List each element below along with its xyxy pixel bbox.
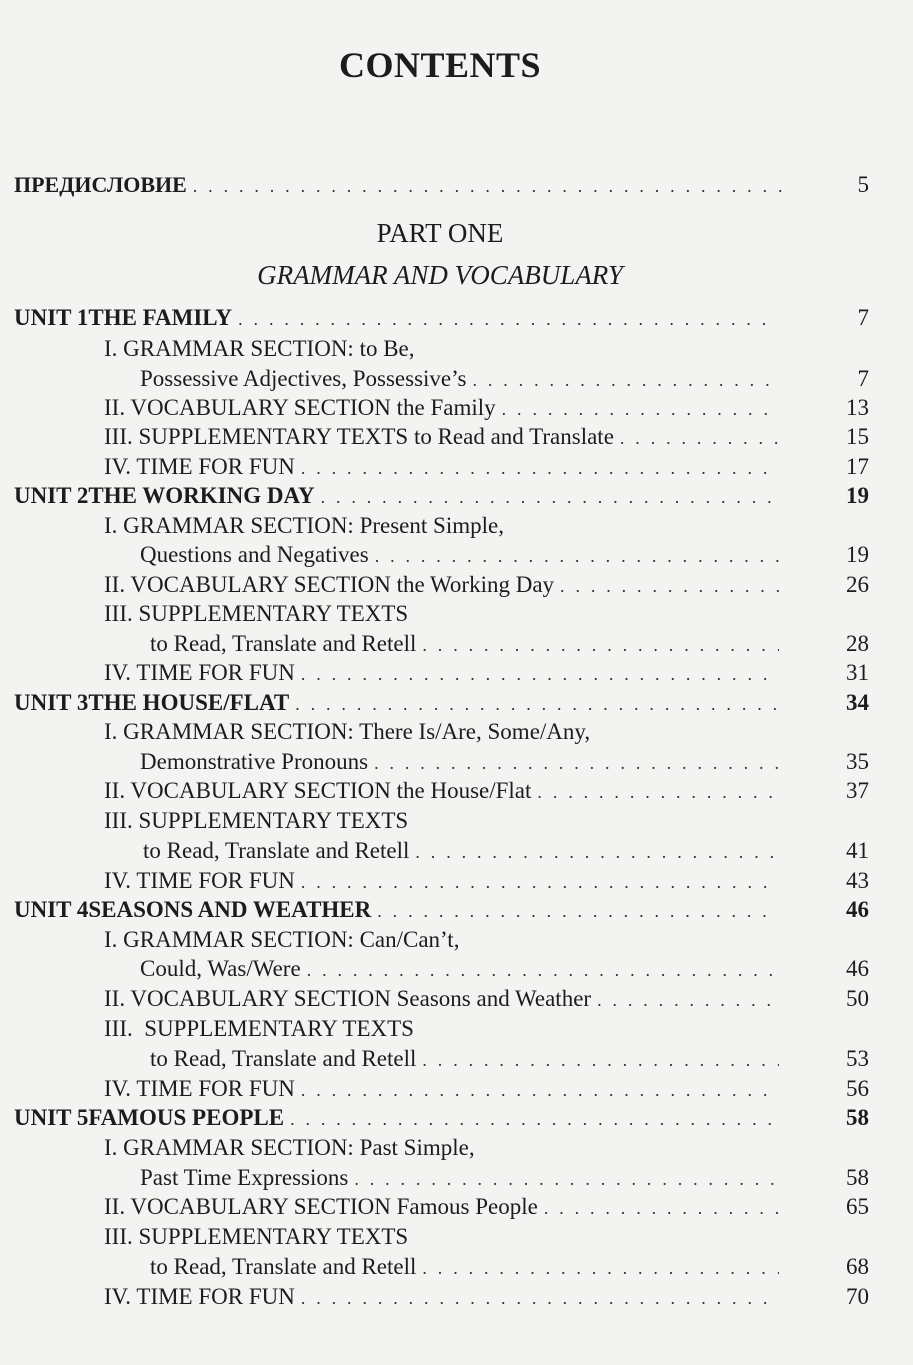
toc-entry-row[interactable] [104, 986, 785, 1016]
toc-entry-line [104, 513, 504, 543]
entry-page: 28 [846, 631, 869, 656]
entry-text: II. VOCABULARY SECTION the Family [104, 395, 496, 420]
entry-text: Questions and Negatives [140, 542, 369, 567]
entry-page: 26 [846, 572, 869, 597]
dot-leader [307, 960, 779, 981]
toc-unit-row[interactable] [14, 483, 784, 513]
entry-page: 53 [846, 1046, 869, 1071]
entry-text: IV. TIME FOR FUN [104, 660, 295, 685]
part-subtitle: GRAMMAR AND VOCABULARY [257, 260, 623, 290]
unit-number: UNIT 4 [14, 897, 89, 922]
entry-text: to Read, Translate and Retell [143, 838, 410, 863]
toc-entry-row[interactable] [104, 660, 785, 690]
dot-leader [560, 576, 779, 597]
entry-text: III. SUPPLEMENTARY TEXTS [104, 808, 409, 833]
toc-unit-row[interactable] [14, 897, 784, 927]
dot-leader [301, 664, 779, 685]
entry-page: 46 [846, 956, 869, 981]
entry-page: 13 [846, 395, 869, 420]
toc-entry-line [104, 1016, 414, 1046]
toc-entry-row[interactable] [104, 1284, 785, 1314]
unit-number: UNIT 1 [14, 305, 89, 330]
entry-text: I. GRAMMAR SECTION: Present Simple, [104, 513, 504, 538]
dot-leader [321, 487, 778, 508]
toc-entry-row[interactable] [150, 631, 785, 661]
entry-text: to Read, Translate and Retell [150, 1046, 417, 1071]
dot-leader [238, 309, 778, 330]
entry-text: II. VOCABULARY SECTION the House/Flat [104, 778, 532, 803]
toc-entry-row[interactable] [104, 1194, 785, 1224]
unit-page: 7 [857, 305, 869, 330]
entry-text: II. VOCABULARY SECTION Seasons and Weather [104, 986, 592, 1011]
unit-title: THE FAMILY [88, 305, 233, 330]
toc-entry-row[interactable] [104, 454, 785, 484]
toc-unit-row[interactable] [14, 690, 784, 720]
unit-number: UNIT 3 [14, 690, 89, 715]
dot-leader [422, 1258, 779, 1279]
dot-leader [537, 782, 779, 803]
dot-leader [422, 635, 779, 656]
toc-entry-row[interactable] [140, 542, 785, 572]
entry-text: I. GRAMMAR SECTION: Can/Can’t, [104, 927, 460, 952]
entry-text: III. SUPPLEMENTARY TEXTS [104, 1224, 409, 1249]
entry-page: 58 [846, 1165, 869, 1190]
unit-title: SEASONS AND WEATHER [88, 897, 372, 922]
entry-text: IV. TIME FOR FUN [104, 1076, 295, 1101]
dot-leader [301, 458, 779, 479]
entry-text: II. VOCABULARY SECTION the Working Day [104, 572, 555, 597]
entry-page: 19 [846, 542, 869, 567]
entry-text: IV. TIME FOR FUN [104, 868, 295, 893]
toc-unit-row[interactable] [14, 1105, 784, 1135]
unit-page: 19 [846, 483, 869, 508]
unit-title: THE HOUSE/FLAT [88, 690, 290, 715]
entry-text: IV. TIME FOR FUN [104, 1284, 295, 1309]
dot-leader [193, 176, 788, 197]
toc-entry-row[interactable] [104, 1076, 785, 1106]
dot-leader [502, 399, 779, 420]
toc-entry-row[interactable] [104, 778, 785, 808]
dot-leader [290, 1109, 778, 1130]
entry-text: II. VOCABULARY SECTION Famous People [104, 1194, 538, 1219]
dot-leader [301, 1288, 779, 1309]
unit-title: THE WORKING DAY [88, 483, 315, 508]
dot-leader [301, 872, 779, 893]
dot-leader [295, 694, 778, 715]
entry-page: 50 [846, 986, 869, 1011]
dot-leader [377, 901, 778, 922]
entry-text: III. SUPPLEMENTARY TEXTS [104, 1016, 414, 1041]
dot-leader [422, 1050, 779, 1071]
entry-text: I. GRAMMAR SECTION: Past Simple, [104, 1135, 475, 1160]
entry-page: 15 [846, 424, 869, 449]
toc-entry-row[interactable] [150, 1254, 785, 1284]
entry-page: 37 [846, 778, 869, 803]
toc-entry-line [104, 927, 459, 957]
toc-entry-line [104, 336, 415, 366]
entry-page: 7 [857, 366, 869, 391]
dot-leader [472, 370, 779, 391]
toc-entry-row[interactable] [104, 868, 785, 898]
toc-entry-row[interactable] [143, 838, 785, 868]
entry-page: 17 [846, 454, 869, 479]
toc-entry-line [104, 1224, 408, 1254]
toc-entry-row[interactable] [104, 424, 785, 454]
toc-entry-line [104, 719, 590, 749]
entry-page: 31 [846, 660, 869, 685]
entry-text: Could, Was/Were [140, 956, 301, 981]
dot-leader [354, 1169, 779, 1190]
unit-page: 34 [846, 690, 869, 715]
entry-text: I. GRAMMAR SECTION: to Be, [104, 336, 415, 361]
entry-text: to Read, Translate and Retell [150, 1254, 417, 1279]
entry-text: Possessive Adjectives, Possessive’s [140, 366, 467, 391]
toc-entry-row[interactable] [140, 749, 785, 779]
toc-preface-row[interactable] [14, 172, 794, 202]
preface-page: 5 [857, 172, 869, 197]
dot-leader [620, 428, 779, 449]
toc-entry-line [104, 1135, 475, 1165]
entry-text: I. GRAMMAR SECTION: There Is/Are, Some/Any, [104, 719, 591, 744]
preface-label: ПРЕДИСЛОВИЕ [14, 172, 187, 197]
entry-page: 70 [846, 1284, 869, 1309]
toc-entry-row[interactable] [104, 395, 785, 425]
toc-entry-line [104, 601, 408, 631]
dot-leader [374, 753, 779, 774]
toc-entry-row[interactable] [104, 572, 785, 602]
page-title: CONTENTS [338, 45, 542, 85]
toc-entry-row[interactable] [150, 1046, 785, 1076]
entry-text: III. SUPPLEMENTARY TEXTS to Read and Translate [104, 424, 614, 449]
entry-text: IV. TIME FOR FUN [104, 454, 295, 479]
entry-page: 43 [846, 868, 869, 893]
entry-text: Past Time Expressions [140, 1165, 349, 1190]
toc-entry-row[interactable] [140, 366, 785, 396]
entry-text: III. SUPPLEMENTARY TEXTS [104, 601, 409, 626]
unit-number: UNIT 2 [14, 483, 89, 508]
entry-page: 56 [846, 1076, 869, 1101]
toc-entry-row[interactable] [140, 1165, 785, 1195]
dot-leader [301, 1080, 779, 1101]
dot-leader [597, 990, 779, 1011]
entry-page: 35 [846, 749, 869, 774]
dot-leader [415, 842, 779, 863]
toc-entry-line [104, 808, 408, 838]
entry-page: 41 [846, 838, 869, 863]
unit-title: FAMOUS PEOPLE [88, 1105, 285, 1130]
entry-text: Demonstrative Pronouns [140, 749, 369, 774]
dot-leader [544, 1198, 779, 1219]
unit-number: UNIT 5 [14, 1105, 89, 1130]
entry-page: 65 [846, 1194, 869, 1219]
entry-page: 68 [846, 1254, 869, 1279]
unit-page: 46 [846, 897, 869, 922]
part-heading: PART ONE [376, 218, 504, 248]
toc-entry-row[interactable] [140, 956, 785, 986]
toc-unit-row[interactable] [14, 305, 784, 335]
unit-page: 58 [846, 1105, 869, 1130]
entry-text: to Read, Translate and Retell [150, 631, 417, 656]
dot-leader [375, 546, 779, 567]
